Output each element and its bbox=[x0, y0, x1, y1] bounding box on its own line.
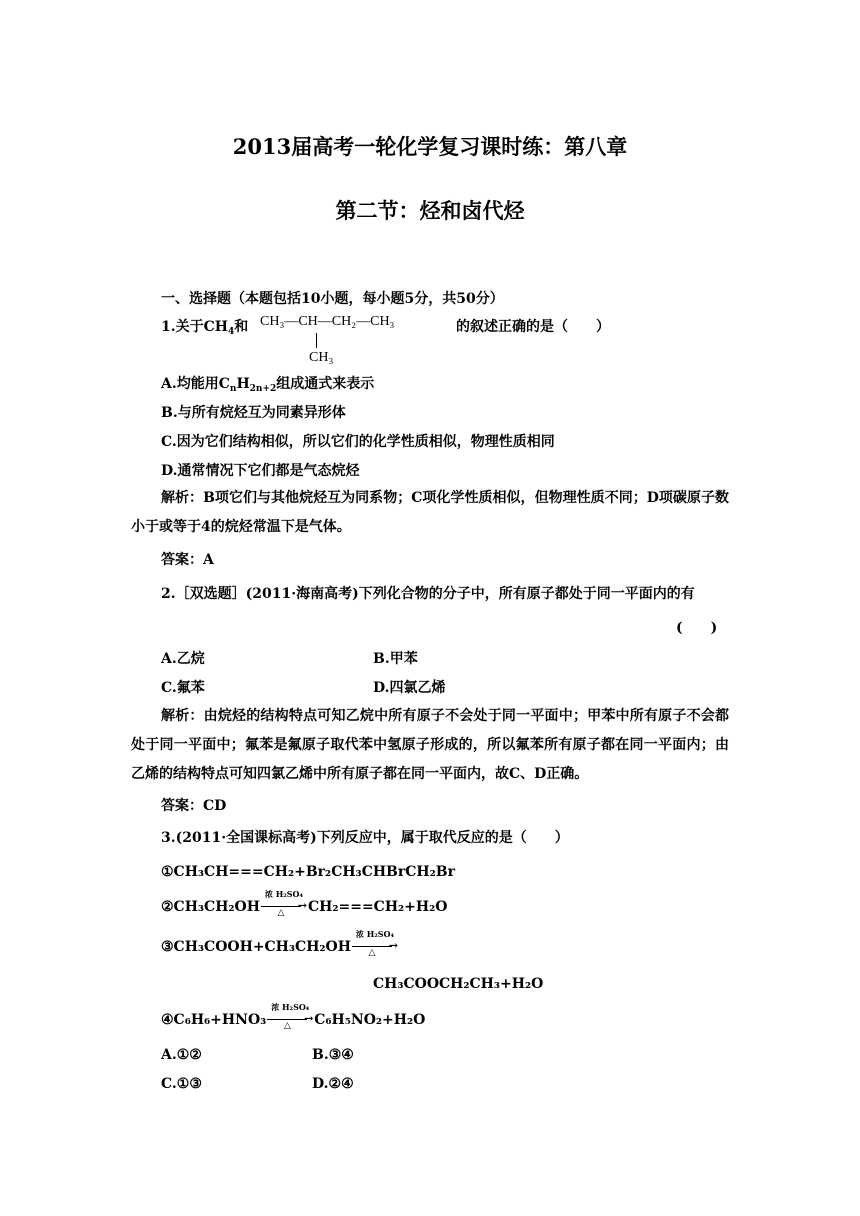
q3-option-c: C.①③ bbox=[161, 1076, 202, 1092]
document-title: 2013届高考一轮化学复习课时练：第八章 bbox=[232, 134, 628, 159]
reaction-arrow: 浓 H₂SO₄ → △ bbox=[352, 940, 398, 954]
q1-option-b: B.与所有烷烃互为同素异形体 bbox=[161, 405, 346, 421]
q1-option-c: C.因为它们结构相似，所以它们的化学性质相似，物理性质相同 bbox=[161, 434, 555, 450]
q3-option-b: B.③④ bbox=[312, 1047, 354, 1063]
structure-branch-bond bbox=[316, 333, 317, 348]
q1-structural-formula bbox=[260, 314, 394, 330]
q2-analysis: 解析：由烷烃的结构特点可知乙烷中所有原子不会处于同一平面中；甲苯中所有原子不会都处于同一平面中；氟苯是氟原子取代苯中氢原子形成的，所以氟苯所有原子都在同一平面内；由乙烯的结构特点可知四氯乙烯中所有原子都在同一平面内，故C、D正确。 bbox=[131, 708, 729, 782]
q3-reaction-2: ②CH₃CH₂OH 浓 H₂SO₄ → △ CH₂===CH₂+H₂O bbox=[161, 889, 448, 918]
q3-option-d: D.②④ bbox=[312, 1076, 354, 1092]
q2-option-c: C.氟苯 bbox=[161, 680, 205, 696]
q2-answer: 答案：CD bbox=[161, 798, 227, 814]
document-subtitle: 第二节：烃和卤代烃 bbox=[335, 198, 525, 223]
q2-option-d: D.四氯乙烯 bbox=[373, 680, 446, 696]
q1-analysis: 解析：B项它们与其他烷烃互为同系物；C项化学性质相似，但物理性质不同；D项碳原子数小于或等于4的烷烃常温下是气体。 bbox=[131, 490, 729, 535]
structure-main-chain: CH₃—CH—CH₂—CH₃ bbox=[260, 314, 395, 329]
q2-answer-blank: ( ) bbox=[676, 620, 718, 636]
q3-stem: 3.(2011·全国课标高考)下列反应中，属于取代反应的是（ ） bbox=[161, 830, 569, 846]
section-heading: 一、选择题（本题包括10小题，每小题5分，共50分） bbox=[161, 291, 504, 307]
q1-stem-prefix: 1.关于$CH_4$和 bbox=[161, 319, 249, 337]
q1-answer: 答案：A bbox=[161, 552, 214, 568]
structure-branch-group: CH₃ bbox=[309, 350, 334, 365]
q3-reaction-4: ④C₆H₆+HNO₃ 浓 H₂SO₄ → △ C₆H₅NO₂+H₂O bbox=[161, 1002, 426, 1031]
q3-option-a: A.①② bbox=[161, 1047, 202, 1063]
q3-reaction-3: ③CH₃COOH+CH₃CH₂OH 浓 H₂SO₄ → △ bbox=[161, 929, 398, 958]
reaction-arrow: 浓 H₂SO₄ → △ bbox=[267, 1013, 313, 1027]
q2-option-a: A.乙烷 bbox=[161, 651, 205, 667]
reaction-arrow: 浓 H₂SO₄ → △ bbox=[261, 900, 307, 914]
q1-stem-suffix: 的叙述正确的是（ ） bbox=[456, 319, 610, 335]
q1-option-d: D.通常情况下它们都是气态烷烃 bbox=[161, 463, 360, 479]
q3-reaction-1: ①CH₃CH===CH₂+Br₂CH₃CHBrCH₂Br bbox=[161, 864, 455, 880]
q2-option-b: B.甲苯 bbox=[373, 651, 418, 667]
q1-option-a: A.均能用$C_nH_{2n+2}$组成通式来表示 bbox=[161, 376, 375, 394]
q3-reaction-3-product: CH₃COOCH₂CH₃+H₂O bbox=[373, 976, 544, 992]
q2-stem: 2.［双选题］(2011·海南高考)下列化合物的分子中，所有原子都处于同一平面内的有 bbox=[161, 586, 695, 602]
